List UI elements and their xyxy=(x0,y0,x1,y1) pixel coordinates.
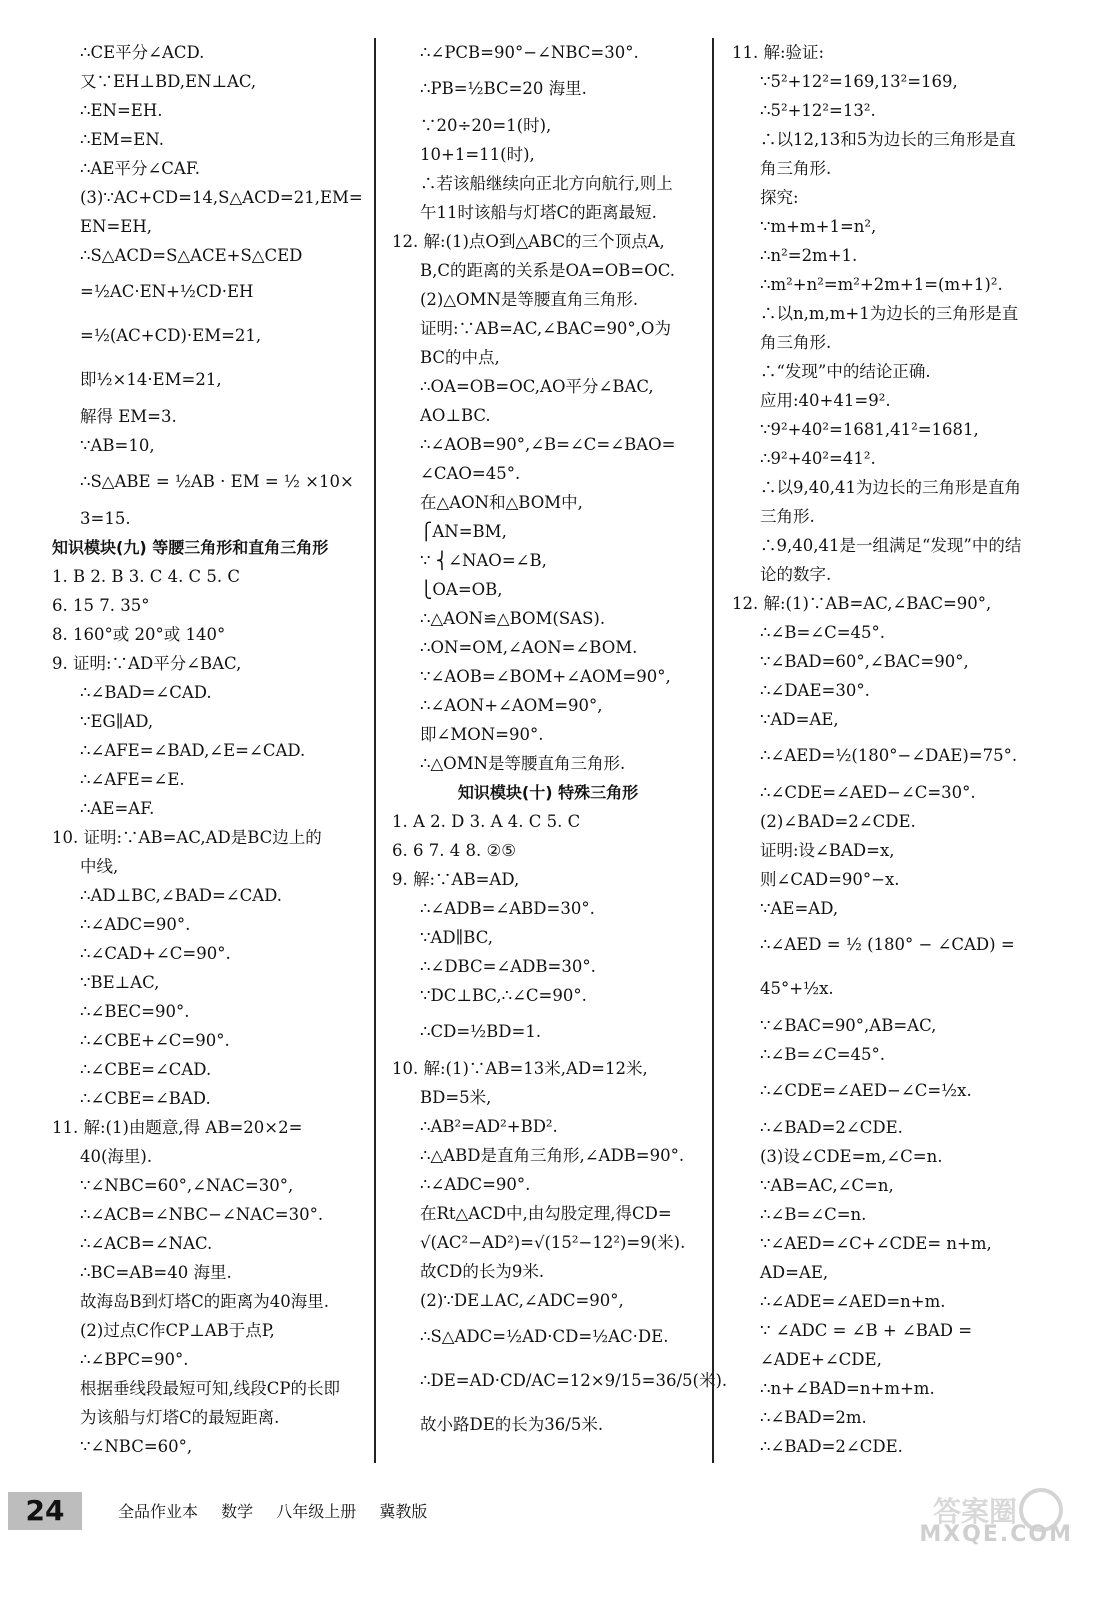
text-line: B,C的距离的关系是OA=OB=OC. xyxy=(420,261,676,280)
text-line: ∴∠BAD=∠CAD. xyxy=(80,683,212,702)
text-line: 9. 证明:∵AD平分∠BAC, xyxy=(52,654,242,673)
edition: 冀教版 xyxy=(379,1502,428,1521)
text-line: ∴S△ABE = ½AB · EM = ½ ×10× xyxy=(80,472,354,491)
text-line: ∵ ⎨∠NAO=∠B, xyxy=(420,551,547,570)
text-line: 即½×14·EM=21, xyxy=(80,370,222,389)
text-line: ∵∠BAC=90°,AB=AC, xyxy=(760,1016,937,1035)
text-line: 12. 解:(1)点O到△ABC的三个顶点A, xyxy=(392,232,665,251)
text-line: 证明:设∠BAD=x, xyxy=(760,841,895,860)
text-line: 在Rt△ACD中,由勾股定理,得CD= xyxy=(420,1204,672,1223)
text-line: ∴AE=AF. xyxy=(80,799,155,818)
text-line: ∴∠AFE=∠BAD,∠E=∠CAD. xyxy=(80,741,306,760)
text-line: 10. 证明:∵AB=AC,AD是BC边上的 xyxy=(52,828,322,847)
text-line: ∴∠CBE=∠CAD. xyxy=(80,1060,212,1079)
text-line: ∴∠PCB=90°−∠NBC=30°. xyxy=(420,43,639,62)
text-line: ⎩OA=OB, xyxy=(420,580,503,599)
text-line: ∴∠DAE=30°. xyxy=(760,681,870,700)
text-line: ∴△OMN是等腰直角三角形. xyxy=(420,754,626,773)
text-line: ∴∠DBC=∠ADB=30°. xyxy=(420,957,596,976)
text-line: ∴S△ACD=S△ACE+S△CED xyxy=(80,246,303,265)
text-line: ∵DC⊥BC,∴∠C=90°. xyxy=(420,986,587,1005)
text-line: ∠ADE+∠CDE, xyxy=(760,1350,882,1369)
column-1 xyxy=(52,38,364,1461)
text-line: ∵∠NBC=60°, xyxy=(80,1437,193,1456)
column-divider xyxy=(374,38,376,1463)
text-line: ∴BC=AB=40 海里. xyxy=(80,1263,232,1282)
text-line: 论的数字. xyxy=(760,565,832,584)
text-line: AO⊥BC. xyxy=(420,406,491,425)
text-line: ∴5²+12²=13². xyxy=(760,101,876,120)
text-line: ∴EN=EH. xyxy=(80,101,163,120)
text-line: ∴OA=OB=OC,AO平分∠BAC, xyxy=(420,377,654,396)
text-line: ∴“发现”中的结论正确. xyxy=(760,362,931,381)
text-line: ∴△ABD是直角三角形,∠ADB=90°. xyxy=(420,1146,685,1165)
text-line: ∴DE=AD·CD/AC=12×9/15=36/5(米). xyxy=(420,1371,728,1390)
text-line: ∴∠ADE=∠AED=n+m. xyxy=(760,1292,946,1311)
text-line: 10+1=11(时), xyxy=(420,145,535,164)
text-line: (2)∠BAD=2∠CDE. xyxy=(760,812,916,831)
text-line: ∴∠CAD+∠C=90°. xyxy=(80,944,231,963)
page-number: 24 xyxy=(8,1492,82,1530)
text-line: (2)△OMN是等腰直角三角形. xyxy=(420,290,639,309)
text-line: (2)过点C作CP⊥AB于点P, xyxy=(80,1321,275,1340)
text-line: 在△AON和△BOM中, xyxy=(420,493,583,512)
text-line: ∴PB=½BC=20 海里. xyxy=(420,79,587,98)
text-line: ∴∠ACB=∠NAC. xyxy=(80,1234,213,1253)
text-line: ∴∠CDE=∠AED−∠C=½x. xyxy=(760,1081,972,1100)
text-line: 10. 解:(1)∵AB=13米,AD=12米, xyxy=(392,1059,648,1078)
text-line: ∴∠ACB=∠NBC−∠NAC=30°. xyxy=(80,1205,324,1224)
text-line: ∴∠BEC=90°. xyxy=(80,1002,190,1021)
text-line: 中线, xyxy=(80,857,119,876)
text-line: (3)设∠CDE=m,∠C=n. xyxy=(760,1147,943,1166)
text-line: ∵AD=AE, xyxy=(760,710,839,729)
text-line: ∴n+∠BAD=n+m+m. xyxy=(760,1379,935,1398)
section-heading: 知识模块(十) 特殊三角形 xyxy=(457,783,639,802)
text-line: ∴∠B=∠C=45°. xyxy=(760,1045,886,1064)
text-line: ∴∠ADC=90°. xyxy=(80,915,191,934)
text-line: =½(AC+CD)·EM=21, xyxy=(80,326,262,345)
text-line: ∴∠CDE=∠AED−∠C=30°. xyxy=(760,783,976,802)
text-line: 6. 15 7. 35° xyxy=(52,596,150,615)
text-line: ∴CD=½BD=1. xyxy=(420,1022,542,1041)
text-line: ∵m+m+1=n², xyxy=(760,217,877,236)
text-line: ∵∠BAD=60°,∠BAC=90°, xyxy=(760,652,969,671)
text-line: 6. 6 7. 4 8. ②⑤ xyxy=(392,841,517,860)
text-line: 根据垂线段最短可知,线段CP的长即 xyxy=(80,1379,340,1398)
text-line: ∴以9,40,41为边长的三角形是直角 xyxy=(760,478,1021,497)
text-line: 40(海里). xyxy=(80,1147,153,1166)
text-line: ∴∠AFE=∠E. xyxy=(80,770,185,789)
text-line: ∴9²+40²=41². xyxy=(760,449,876,468)
text-line: ∵5²+12²=169,13²=169, xyxy=(760,72,958,91)
grade: 八年级上册 xyxy=(276,1502,357,1521)
text-line: 1. A 2. D 3. A 4. C 5. C xyxy=(392,812,581,831)
text-line: ∴以12,13和5为边长的三角形是直 xyxy=(760,130,1016,149)
text-line: ∴ON=OM,∠AON=∠BOM. xyxy=(420,638,638,657)
text-line: 又∵EH⊥BD,EN⊥AC, xyxy=(80,72,257,91)
text-line: 三角形. xyxy=(760,507,815,526)
text-line: 45°+½x. xyxy=(760,979,834,998)
text-line: 为该船与灯塔C的最短距离. xyxy=(80,1408,280,1427)
text-line: 即∠MON=90°. xyxy=(420,725,544,744)
text-line: ∴△AON≌△BOM(SAS). xyxy=(420,609,606,628)
column-3 xyxy=(732,38,1062,1461)
text-line: 角三角形. xyxy=(760,159,832,178)
text-line: ∴AB²=AD²+BD². xyxy=(420,1117,558,1136)
text-line: ∴n²=2m+1. xyxy=(760,246,858,265)
text-line: (3)∵AC+CD=14,S△ACD=21,EM= xyxy=(80,188,363,207)
text-line: 9. 解:∵AB=AD, xyxy=(392,870,520,889)
text-line: 角三角形. xyxy=(760,333,832,352)
text-line: 1. B 2. B 3. C 4. C 5. C xyxy=(52,567,241,586)
text-line: (2)∵DE⊥AC,∠ADC=90°, xyxy=(420,1291,624,1310)
text-line: ∵∠AOB=∠BOM+∠AOM=90°, xyxy=(420,667,671,686)
watermark xyxy=(913,1488,1073,1546)
text-line: ∵BE⊥AC, xyxy=(80,973,160,992)
text-line: ∴∠CBE+∠C=90°. xyxy=(80,1031,230,1050)
watermark-cn: 答案圈 xyxy=(932,1495,1017,1528)
watermark-site: MXQE.COM xyxy=(919,1522,1073,1547)
text-line: ∵AB=10, xyxy=(80,436,155,455)
text-line: 故CD的长为9米. xyxy=(420,1262,545,1281)
text-line: 应用:40+41=9². xyxy=(760,391,891,410)
text-line: BD=5米, xyxy=(420,1088,492,1107)
text-line: ∴∠ADB=∠ABD=30°. xyxy=(420,899,595,918)
text-line: ∵9²+40²=1681,41²=1681, xyxy=(760,420,979,439)
column-2 xyxy=(392,38,728,1447)
text-line: ∴EM=EN. xyxy=(80,130,164,149)
book-title: 全品作业本 xyxy=(118,1502,199,1521)
text-line: ∴9,40,41是一组满足“发现”中的结 xyxy=(760,536,1022,555)
text-line: ∴∠B=∠C=45°. xyxy=(760,623,886,642)
text-line: ∵20÷20=1(时), xyxy=(420,116,552,135)
text-line: ∵AD∥BC, xyxy=(420,928,493,947)
section-heading: 知识模块(九) 等腰三角形和直角三角形 xyxy=(52,538,329,557)
text-line: ∴∠CBE=∠BAD. xyxy=(80,1089,211,1108)
text-line: 故海岛B到灯塔C的距离为40海里. xyxy=(80,1292,329,1311)
text-line: ∴∠BAD=2∠CDE. xyxy=(760,1118,903,1137)
text-line: 8. 160°或 20°或 140° xyxy=(52,625,226,644)
text-line: 3=15. xyxy=(80,509,131,528)
text-line: ∴AE平分∠CAF. xyxy=(80,159,200,178)
text-line: 探究: xyxy=(760,188,799,207)
text-line: ∴∠AON+∠AOM=90°, xyxy=(420,696,603,715)
text-line: ∴以n,m,m+1为边长的三角形是直 xyxy=(760,304,1019,323)
text-line: ∴∠AOB=90°,∠B=∠C=∠BAO= xyxy=(420,435,676,454)
text-line: ∴若该船继续向正北方向航行,则上 xyxy=(420,174,673,193)
text-line: ∵∠NBC=60°,∠NAC=30°, xyxy=(80,1176,294,1195)
text-line: 11. 解:(1)由题意,得 AB=20×2= xyxy=(52,1118,303,1137)
text-line: 故小路DE的长为36/5米. xyxy=(420,1415,604,1434)
text-line: ∴∠BAD=2m. xyxy=(760,1408,867,1427)
text-line: EN=EH, xyxy=(80,217,152,236)
text-line: ∵AB=AC,∠C=n, xyxy=(760,1176,894,1195)
text-line: ∴S△ADC=½AD·CD=½AC·DE. xyxy=(420,1327,669,1346)
text-line: ∵ ∠ADC = ∠B + ∠BAD = xyxy=(760,1321,973,1340)
text-line: ∴∠B=∠C=n. xyxy=(760,1205,867,1224)
subject: 数学 xyxy=(221,1502,254,1521)
text-line: 解得 EM=3. xyxy=(80,407,177,426)
text-line: ∴m²+n²=m²+2m+1=(m+1)². xyxy=(760,275,1003,294)
text-line: 午11时该船与灯塔C的距离最短. xyxy=(420,203,657,222)
column-divider xyxy=(712,38,714,1463)
text-line: ∴∠AED=½(180°−∠DAE)=75°. xyxy=(760,746,1018,765)
text-line: ∴AD⊥BC,∠BAD=∠CAD. xyxy=(80,886,283,905)
text-line: ∴∠BAD=2∠CDE. xyxy=(760,1437,903,1456)
text-line: 证明:∵AB=AC,∠BAC=90°,O为 xyxy=(420,319,671,338)
text-line: 12. 解:(1)∵AB=AC,∠BAC=90°, xyxy=(732,594,992,613)
text-line: ∴CE平分∠ACD. xyxy=(80,43,205,62)
text-line: ∵EG∥AD, xyxy=(80,712,154,731)
text-line: ∠CAO=45°. xyxy=(420,464,521,483)
text-line: BC的中点, xyxy=(420,348,500,367)
text-line: ∴∠BPC=90°. xyxy=(80,1350,189,1369)
text-line: ∵∠AED=∠C+∠CDE= n+m, xyxy=(760,1234,992,1253)
text-line: ⎧AN=BM, xyxy=(420,522,507,541)
book-info xyxy=(118,1499,445,1522)
text-line: 11. 解:验证: xyxy=(732,43,825,62)
text-line: 则∠CAD=90°−x. xyxy=(760,870,900,889)
text-line: √(AC²−AD²)=√(15²−12²)=9(米). xyxy=(420,1233,686,1252)
text-line: ∴∠AED = ½ (180° − ∠CAD) = xyxy=(760,935,1015,954)
page-footer xyxy=(0,1486,1099,1546)
text-line: =½AC·EN+½CD·EH xyxy=(80,282,254,301)
text-line: AD=AE, xyxy=(760,1263,829,1282)
text-line: ∵AE=AD, xyxy=(760,899,839,918)
text-line: ∴∠ADC=90°. xyxy=(420,1175,531,1194)
